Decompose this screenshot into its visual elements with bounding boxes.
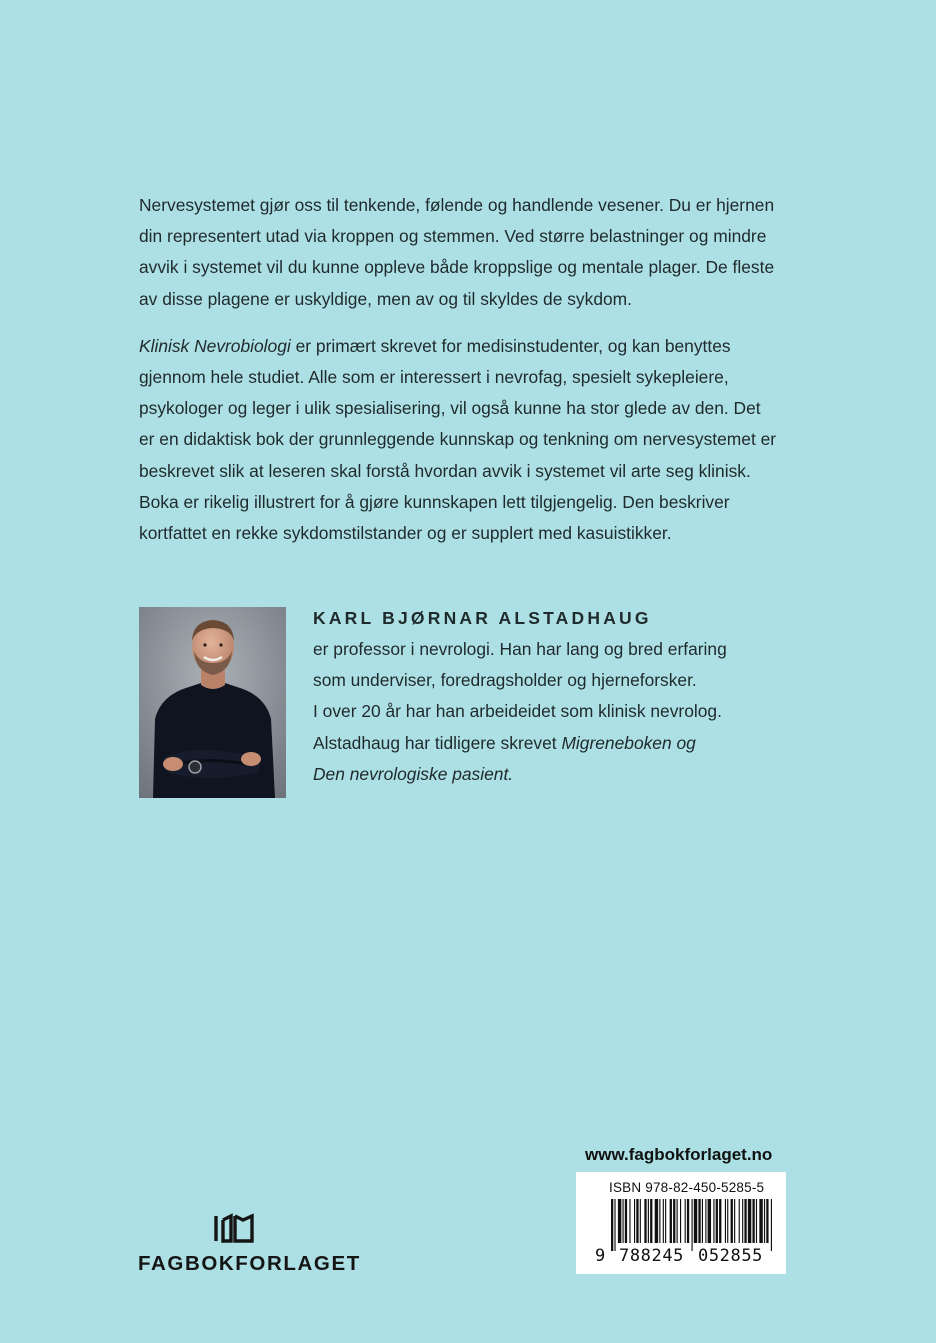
barcode-bar xyxy=(665,1199,666,1243)
barcode-bar xyxy=(705,1199,706,1243)
barcode-bar xyxy=(640,1199,641,1243)
barcode-bar xyxy=(692,1199,693,1251)
back-cover-blurb xyxy=(139,190,779,549)
barcode-bar xyxy=(634,1199,635,1243)
author-photo xyxy=(139,607,286,798)
bio-line-5 xyxy=(313,759,783,790)
barcode-bar xyxy=(694,1199,697,1243)
barcode-bar xyxy=(744,1199,746,1243)
barcode-bar xyxy=(742,1199,743,1243)
barcode-bar xyxy=(719,1199,721,1243)
barcode-bar xyxy=(727,1199,728,1243)
previous-book-2: Den nevrologiske pasient. xyxy=(313,763,514,784)
barcode-bar xyxy=(670,1199,672,1243)
blurb-paragraph-2 xyxy=(139,331,779,549)
barcode-digits-left: 788245 xyxy=(619,1246,685,1266)
publisher-logo-text: FAGBOKFORLAGET xyxy=(138,1252,361,1275)
barcode-bar xyxy=(655,1199,658,1243)
blurb-paragraph-2-text: er primært skrevet for medisinstudenter, og kan benyttes gjennom hele studiet. Alle som er interessert i nevrofag, spesielt sykepleiere, psykologer og leger i ulik spesialisering, vil også kunne ha stor glede av den. Det er en didaktisk bok der grunnleggende kunnskap og tenkning om nervesystemet er beskrevet slik at leseren skal forstå hvordan avvik i systemet vil arte seg klinisk. Boka er rikelig illustrert for å gjøre kunnskapen lett tilgjengelig. Den beskriver kortfattet en rekke sykdomstilstander og er supplert med kasuistikker. xyxy=(139,335,777,544)
barcode-bar xyxy=(702,1199,703,1243)
barcode-bar xyxy=(713,1199,714,1243)
bio-line-2: som underviser, foredragsholder og hjerneforsker. xyxy=(313,670,697,691)
barcode-bar xyxy=(716,1199,718,1243)
barcode-bar xyxy=(644,1199,646,1243)
author-bio xyxy=(313,603,783,790)
barcode-bar xyxy=(698,1199,700,1243)
barcode-bar xyxy=(614,1199,615,1251)
barcode-bar xyxy=(629,1199,630,1243)
barcode-bar xyxy=(708,1199,711,1243)
barcode-bar xyxy=(680,1199,681,1243)
barcode-bar xyxy=(611,1199,613,1251)
barcode-bar xyxy=(734,1199,735,1243)
barcode-bar xyxy=(756,1199,757,1243)
barcode-bar xyxy=(623,1199,624,1243)
barcode-digit-first: 9 xyxy=(595,1246,606,1266)
barcode-bar xyxy=(725,1199,726,1243)
barcode-bar xyxy=(673,1199,675,1243)
isbn-barcode-box xyxy=(576,1172,786,1274)
bio-line-4-prefix: Alstadhaug har tidligere skrevet xyxy=(313,732,562,753)
bio-line-4 xyxy=(313,728,783,759)
barcode-bar xyxy=(685,1199,686,1243)
barcode-bar xyxy=(650,1199,652,1243)
previous-book-1: Migreneboken og xyxy=(561,732,696,753)
bio-line-3: I over 20 år har han arbeideidet som klinisk nevrolog. xyxy=(313,701,722,722)
book-title: Klinisk Nevrobiologi xyxy=(139,335,291,356)
open-book-icon xyxy=(213,1212,255,1244)
barcode-bar xyxy=(663,1199,664,1243)
barcode-bar xyxy=(764,1199,765,1243)
barcode-bar xyxy=(687,1199,689,1243)
author-name: KARL BJØRNAR ALSTADHAUG xyxy=(313,608,652,628)
barcode-digits-right: 052855 xyxy=(698,1246,764,1266)
barcode-bar xyxy=(677,1199,678,1243)
blurb-paragraph-1: Nervesystemet gjør oss til tenkende, følende og handlende vesener. Du er hjernen din representert utad via kroppen og stemmen. Ved større belastninger og mindre avvik i systemet vil du kunne oppleve både kroppslige og mentale plager. De fleste av disse plagene er uskyldige, men av og til skyldes de sykdom. xyxy=(139,195,775,309)
barcode-bar xyxy=(648,1199,649,1243)
barcode-bar xyxy=(739,1199,740,1243)
isbn-label: ISBN 978-82-450-5285-5 xyxy=(609,1180,765,1195)
publisher-website: www.fagbokforlaget.no xyxy=(585,1145,773,1164)
barcode-bar xyxy=(618,1199,621,1243)
barcode-bar xyxy=(636,1199,638,1243)
bio-line-1: er professor i nevrologi. Han har lang og bred erfaring xyxy=(313,639,727,659)
barcode-bar xyxy=(748,1199,751,1243)
barcode-bar xyxy=(659,1199,660,1243)
barcode-bar xyxy=(731,1199,733,1243)
barcode-bar xyxy=(759,1199,762,1243)
barcode-bar xyxy=(766,1199,768,1243)
author-bio-text xyxy=(313,634,783,790)
barcode-bar xyxy=(771,1199,772,1251)
barcode-bar xyxy=(625,1199,627,1243)
publisher-logo xyxy=(138,1212,361,1276)
barcode-bar xyxy=(752,1199,754,1243)
author-portrait-image xyxy=(139,607,286,798)
